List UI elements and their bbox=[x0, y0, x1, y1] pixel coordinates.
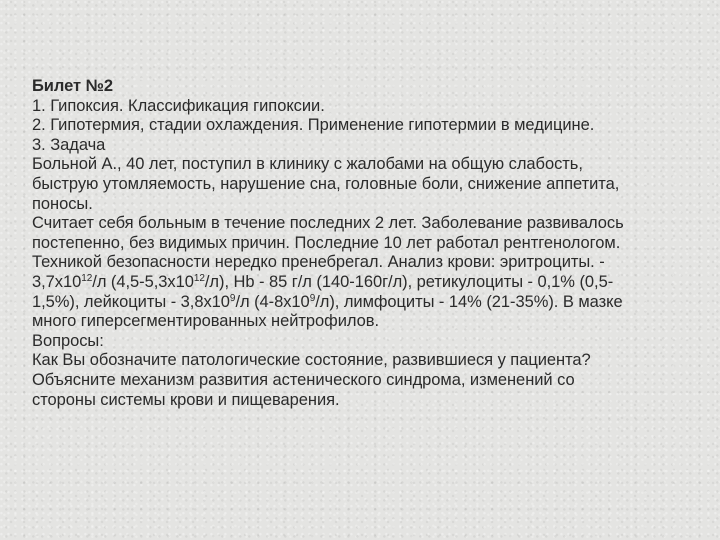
exponent: 12 bbox=[193, 272, 205, 284]
blood-text-part: /л (4-8х10 bbox=[235, 292, 310, 311]
exponent: 9 bbox=[309, 292, 316, 304]
blood-text-part: 1,5%), лейкоциты - 3,8х10 bbox=[32, 292, 230, 311]
case-line-3: поносы. bbox=[32, 194, 93, 213]
blood-text-part: 3,7х10 bbox=[32, 272, 82, 291]
question-1-text: 1. Гипоксия. Классификация гипоксии. bbox=[32, 96, 325, 115]
case-line-9: много гиперсегментированных нейтрофилов. bbox=[32, 312, 379, 331]
question-line-3: стороны системы крови и пищеварения. bbox=[32, 390, 340, 409]
question-line-2: Объясните механизм развития астенического синдрома, изменений со bbox=[32, 370, 575, 389]
case-line-4: Считает себя больным в течение последних 2 лет. Заболевание развивалось bbox=[32, 214, 624, 233]
blood-text-part: /л (4,5-5,3х10 bbox=[92, 272, 194, 291]
case-line-6: Техникой безопасности нередко пренебрегал. Анализ крови: эритроциты. - bbox=[32, 253, 605, 272]
question-2-text: 2. Гипотермия, стадии охлаждения. Применение гипотермии в медицине. bbox=[32, 116, 595, 135]
blood-line-2 bbox=[32, 293, 692, 313]
blood-text-part: /л), лимфоциты - 14% (21-35%). В мазке bbox=[315, 292, 623, 311]
blood-text-part: /л), Hb - 85 г/л (140-160г/л), ретикулоциты - 0,1% (0,5- bbox=[204, 272, 614, 291]
exponent: 12 bbox=[81, 272, 93, 284]
blood-line-1 bbox=[32, 273, 692, 293]
ticket-title: Билет №2 bbox=[32, 77, 114, 95]
exponent: 9 bbox=[229, 292, 236, 304]
case-line-5: постепенно, без видимых причин. Последние 10 лет работал рентгенологом. bbox=[32, 233, 621, 252]
ticket-text bbox=[32, 77, 692, 410]
case-line-1: Больной А., 40 лет, поступил в клинику с жалобами на общую слабость, bbox=[32, 155, 583, 174]
question-line-1: Как Вы обозначите патологические состояние, развившиеся у пациента? bbox=[32, 351, 591, 370]
case-line-2: быструю утомляемость, нарушение сна, головные боли, снижение аппетита, bbox=[32, 174, 620, 193]
questions-label: Вопросы: bbox=[32, 331, 104, 350]
question-3-text: 3. Задача bbox=[32, 135, 106, 154]
